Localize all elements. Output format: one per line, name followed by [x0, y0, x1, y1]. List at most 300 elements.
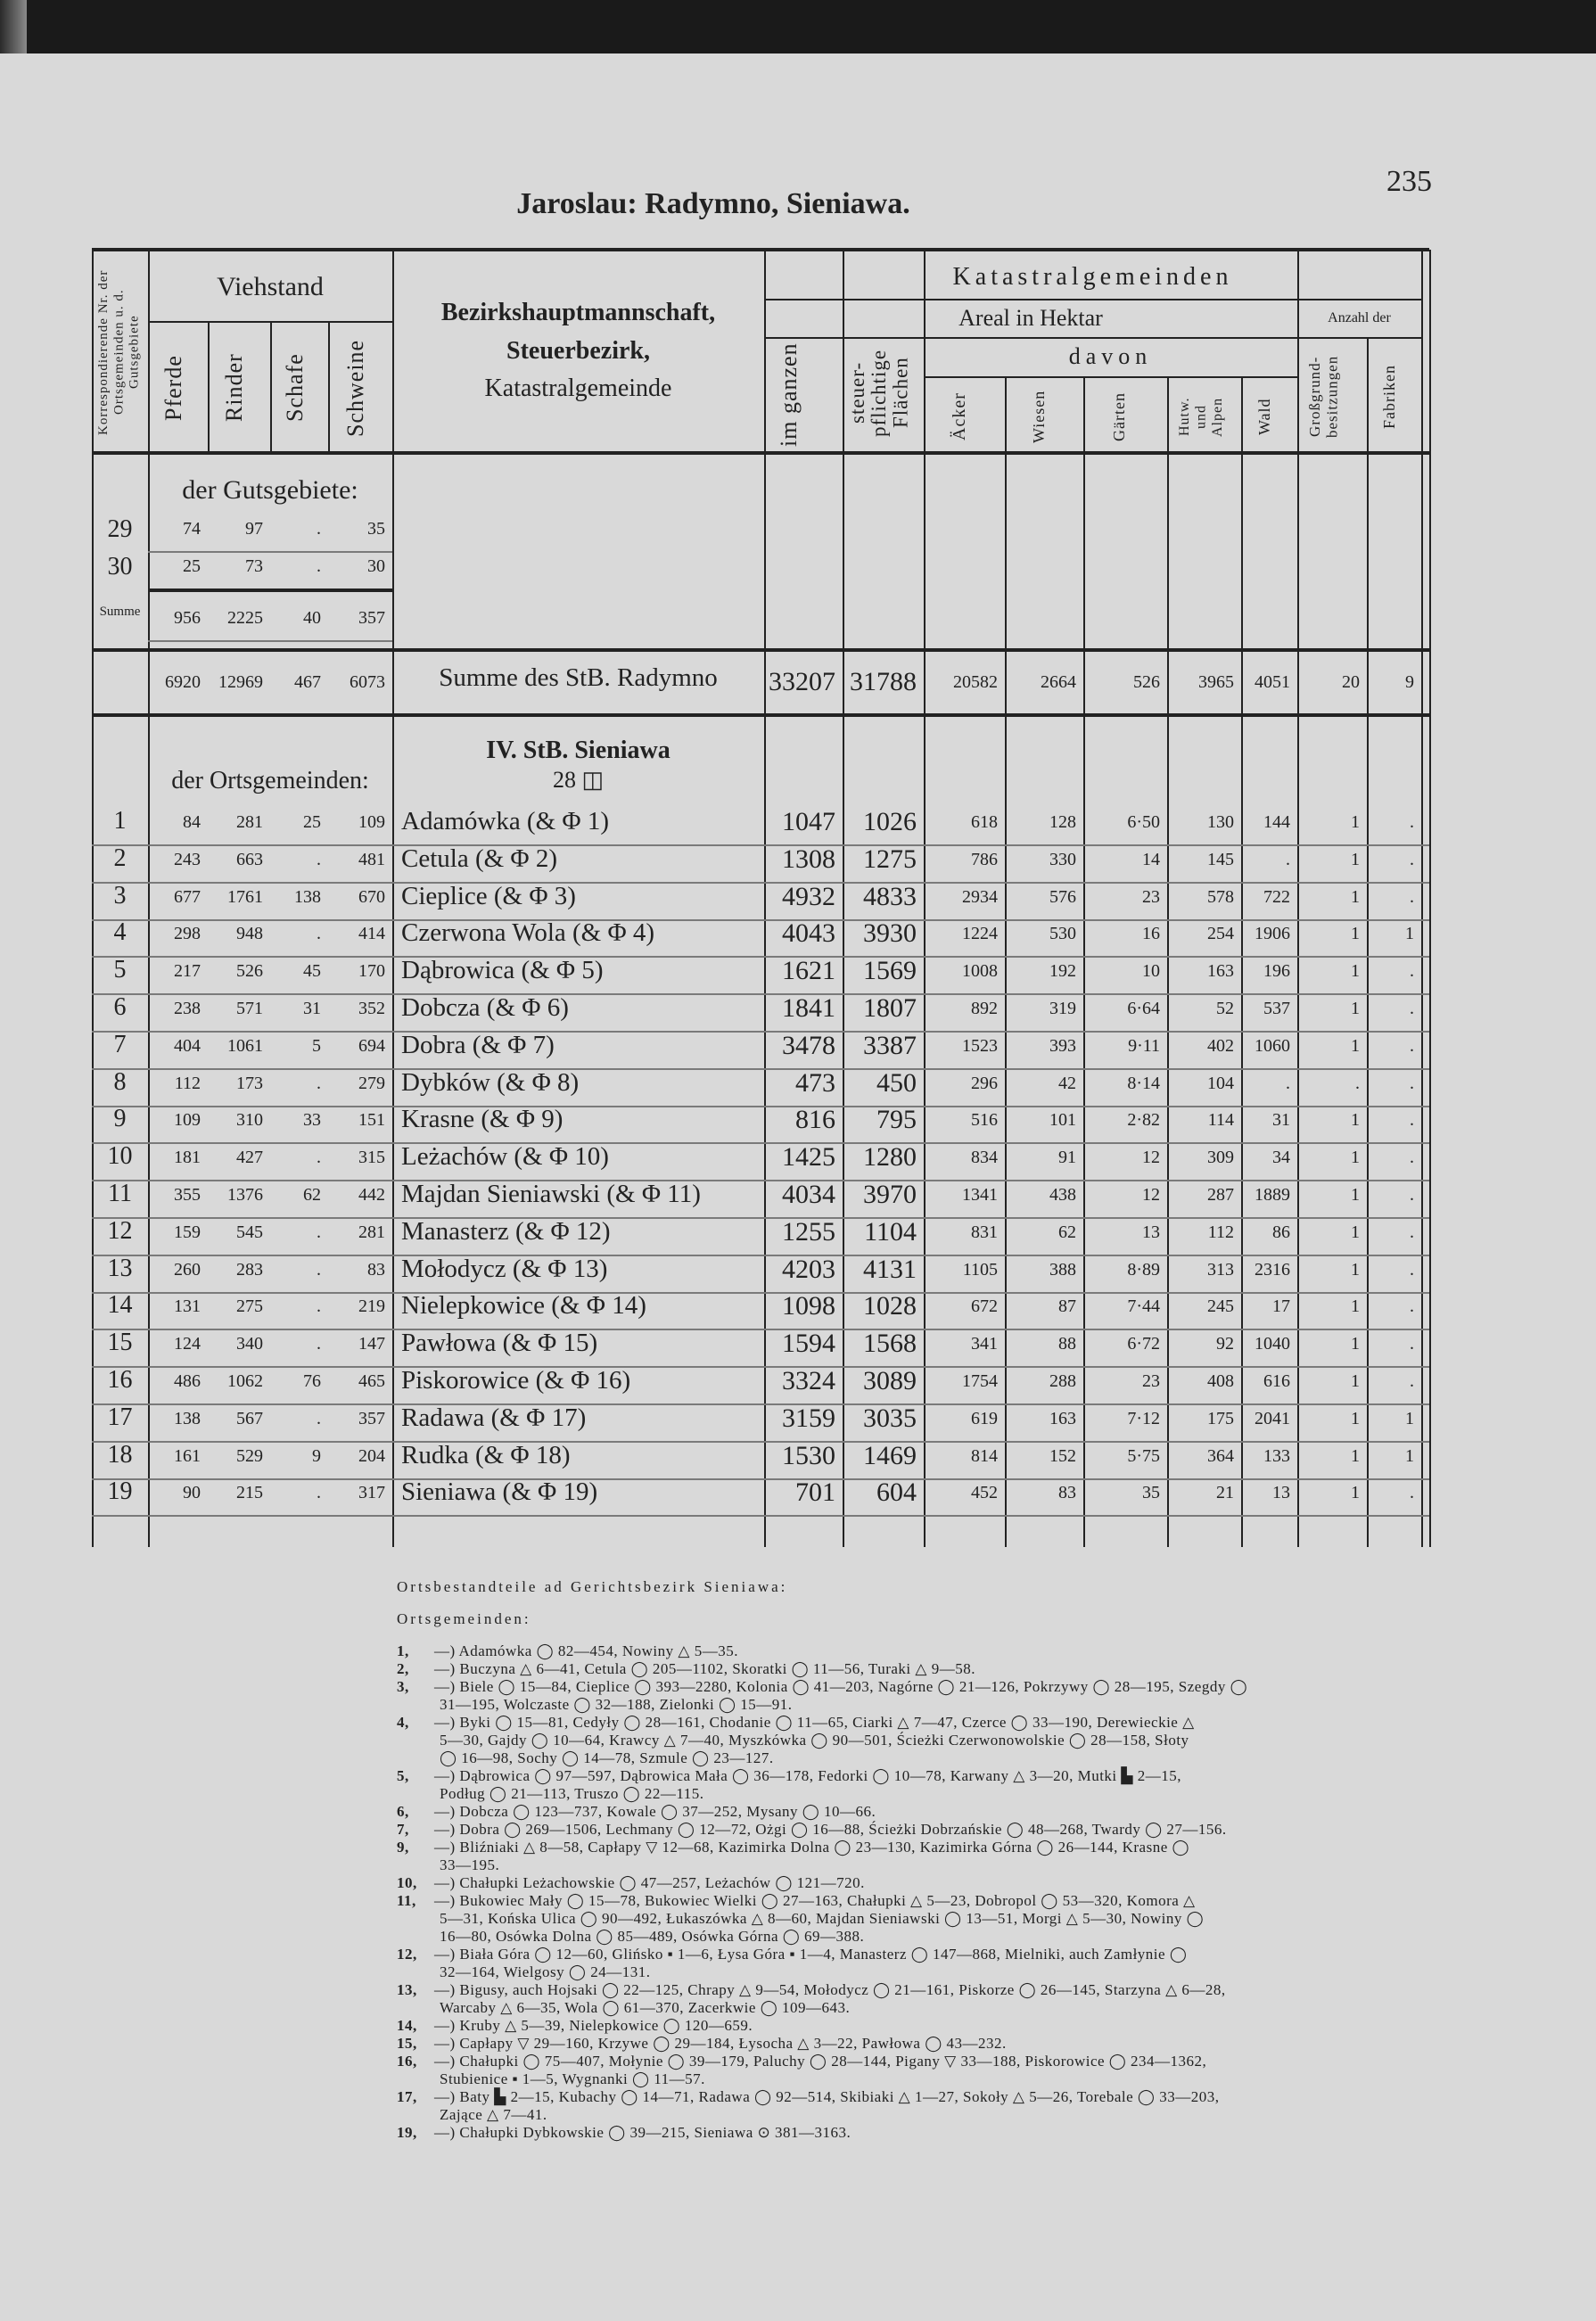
table-row-steuerpflichtig-cell: 1469 [863, 1440, 917, 1470]
summe-radymno-label: Summe des StB. Radymno [439, 663, 718, 692]
table-row-hutweiden-cell: 130 [1207, 812, 1234, 832]
table-row-pferde-cell: 181 [174, 1148, 201, 1168]
table-row-acker-cell: 516 [971, 1110, 998, 1131]
table-row-acker-cell: 1523 [962, 1035, 998, 1056]
table-row-nr-cell: 6 [113, 993, 127, 1021]
table-row-wiesen-cell: 62 [1058, 1222, 1076, 1242]
table-row-rinder-cell: 275 [236, 1296, 263, 1317]
footnote-number: 12, [397, 1946, 417, 1963]
table-row-hutweiden-cell: 92 [1216, 1334, 1234, 1354]
gutsgebiet-row-schafe-cell: . [317, 556, 321, 576]
table-row-fabriken-cell: . [1410, 1222, 1414, 1242]
table-row-schweine-cell: 281 [358, 1222, 385, 1242]
footnote-text: —) Chałupki Dybkowskie ◯ 39—215, Sieniawa ⊙ 381—3163. [434, 2124, 851, 2141]
table-row-schafe-cell: . [317, 1483, 321, 1503]
col-wald: Wald [1255, 398, 1273, 436]
footnote-number: 15, [397, 2035, 417, 2052]
table-row-wald-cell: 1060 [1255, 1035, 1290, 1056]
table-row-schweine-cell: 315 [358, 1148, 385, 1168]
footnote-item [397, 2124, 1422, 2142]
table-row-grossgrund-cell: 1 [1351, 1408, 1360, 1428]
table-row-acker-cell: 1341 [962, 1185, 998, 1205]
gutsgebiet-row-pferde-cell: 74 [183, 519, 201, 539]
table-row-schweine-cell: 352 [358, 999, 385, 1018]
column-rule [270, 323, 272, 455]
footnote-item [397, 1981, 1422, 1999]
table-row-fabriken-cell: . [1410, 886, 1414, 907]
table-row-name-cell: Dobra (& Φ 7) [401, 1030, 555, 1059]
table-row-nr-cell: 18 [107, 1440, 133, 1469]
table-row-schafe-cell: 33 [303, 1110, 321, 1131]
footnote-item [397, 1767, 1422, 1785]
table-row-pferde-cell: 217 [174, 961, 201, 982]
table-row-schweine-cell: 170 [358, 961, 385, 982]
gutsgebiet-row-pferde-cell: 25 [183, 556, 201, 576]
table-row-im-ganzen-cell: 1594 [782, 1329, 835, 1359]
table-row-rinder-cell: 283 [236, 1259, 263, 1280]
col-name-line1: Bezirkshauptmannschaft, [440, 299, 716, 326]
gutsgebiet-row-schweine-cell: 30 [367, 556, 385, 576]
table-row-nr-cell: 12 [107, 1216, 133, 1245]
gutsgebiet-row-pferde-cell: 956 [174, 608, 201, 628]
table-row-acker-cell: 672 [971, 1296, 998, 1317]
col-steuerpflichtige: steuer- pflichtige Flächen [846, 349, 912, 437]
footnote-continuation: 5—31, Końska Ulica ◯ 90—492, Łukaszówka △ 8—60, Majdan Sieniawski ◯ 13—51, Morgi △ 5—30, Nowiny ◯ [440, 1910, 1205, 1927]
gutsgebiet-row-nr-cell: Summe [99, 605, 141, 619]
col-garten: Gärten [1110, 392, 1128, 441]
table-row-name-cell: Cieplice (& Φ 3) [401, 881, 576, 910]
table-row-schafe-cell: . [317, 849, 321, 869]
table-row-rinder-cell: 427 [236, 1148, 263, 1168]
footnote-text: —) Buczyna △ 6—41, Cetula ◯ 205—1102, Skoratki ◯ 11—56, Turaki △ 9—58. [434, 1660, 975, 1677]
table-row-schafe-cell: . [317, 1148, 321, 1168]
table-row-wiesen-cell: 163 [1049, 1408, 1076, 1428]
table-row-im-ganzen-cell: 3159 [782, 1403, 835, 1433]
col-anzahl: Anzahl der [1328, 310, 1391, 325]
footnote-continuation: 31—195, Wolczaste ◯ 32—188, Zielonki ◯ 15—91. [440, 1696, 793, 1713]
table-row-schafe-cell: . [317, 1408, 321, 1428]
table-row-hutweiden-cell: 52 [1216, 999, 1234, 1018]
table-row-steuerpflichtig-cell: 3387 [863, 1030, 917, 1060]
table-row-fabriken-cell: . [1410, 1185, 1414, 1205]
table-row-wald-cell: 1906 [1255, 924, 1290, 944]
table-row-schweine-cell: 357 [358, 1408, 385, 1428]
table-row-grossgrund-cell: 1 [1351, 1296, 1360, 1317]
table-row-rinder-cell: 310 [236, 1110, 263, 1131]
footnote-continuation: ◯ 16—98, Sochy ◯ 14—78, Szmule ◯ 23—127. [440, 1749, 774, 1766]
table-row-wald-cell: 31 [1272, 1110, 1290, 1131]
table-row-grossgrund-cell: 1 [1351, 812, 1360, 832]
table-row-schweine-cell: 414 [358, 924, 385, 944]
table-row-acker-cell: 619 [971, 1408, 998, 1428]
table-row-fabriken-cell: . [1410, 1334, 1414, 1354]
table-row-hutweiden-cell: 364 [1207, 1445, 1234, 1466]
table-row-im-ganzen-cell: 1530 [782, 1440, 835, 1470]
table-row-wiesen-cell: 319 [1049, 999, 1076, 1018]
table-row-pferde-cell: 260 [174, 1259, 201, 1280]
col-davon: davon [1068, 343, 1153, 369]
table-row-hutweiden-cell: 313 [1207, 1259, 1234, 1280]
table-row-im-ganzen-cell: 4043 [782, 918, 835, 949]
table-row-steuerpflichtig-cell: 1275 [863, 844, 917, 874]
table-row-nr-cell: 17 [107, 1403, 133, 1431]
footnote-item [397, 1874, 1422, 1892]
column-rule [208, 323, 210, 455]
col-fabriken: Fabriken [1380, 365, 1398, 429]
table-row-acker-cell: 1008 [962, 961, 998, 982]
footnote-item [397, 1660, 1422, 1678]
gutsgebiet-row-schweine-cell: 357 [358, 608, 385, 628]
footnote-list [397, 1642, 1422, 2142]
table-row-nr-cell: 15 [107, 1329, 133, 1357]
footnote-number: 9, [397, 1839, 409, 1856]
footnote-item [397, 1946, 1422, 1963]
table-row-im-ganzen-cell: 816 [795, 1105, 835, 1135]
footnote-number: 5, [397, 1767, 409, 1784]
table-row-acker-cell: 834 [971, 1148, 998, 1168]
table-row-nr-cell: 5 [113, 956, 127, 984]
table-row-schweine-cell: 481 [358, 849, 385, 869]
footnote-continuation: 16—80, Osówka Dolna ◯ 85—489, Osówka Górna ◯ 69—388. [440, 1928, 865, 1945]
col-grossgrund: Großgrund- besitzungen [1306, 355, 1341, 439]
table-row-nr-cell: 11 [108, 1180, 132, 1207]
table-row-nr-cell: 3 [113, 881, 127, 909]
table-row-hutweiden-cell: 578 [1207, 886, 1234, 907]
column-rule [392, 250, 394, 1547]
footnote-text: —) Bigusy, auch Hojsaki ◯ 22—125, Chrapy △ 9—54, Mołodycz ◯ 21—161, Piskorze ◯ 26—145, Starzyna △ 6—28, [434, 1981, 1226, 1998]
table-row-schafe-cell: . [317, 1259, 321, 1280]
summe-radymno-row-steuerpflichtig-cell: 31788 [850, 667, 917, 696]
table-row-fabriken-cell: . [1410, 961, 1414, 982]
col-im-ganzen: im ganzen [776, 342, 802, 447]
table-row-schafe-cell: . [317, 1296, 321, 1317]
footnote-item [397, 2053, 1422, 2070]
table-row-fabriken-cell: . [1410, 1259, 1414, 1280]
table-row-steuerpflichtig-cell: 1569 [863, 956, 917, 986]
summe-top-rule [92, 648, 1429, 652]
table-row-grossgrund-cell: 1 [1351, 1222, 1360, 1242]
table-row-rinder-cell: 340 [236, 1334, 263, 1354]
table-row-name-cell: Dąbrowica (& Φ 5) [401, 956, 604, 985]
table-row-hutweiden-cell: 402 [1207, 1035, 1234, 1056]
table-row-nr-cell: 8 [113, 1067, 127, 1096]
table-row-pferde-cell: 355 [174, 1185, 201, 1205]
table-row-acker-cell: 1224 [962, 924, 998, 944]
table-row-steuerpflichtig-cell: 1280 [863, 1142, 917, 1173]
footnote-text: —) Bukowiec Mały ◯ 15—78, Bukowiec Wielki ◯ 27—163, Chałupki △ 5—23, Dobropol ◯ 53—320, Komora △ [434, 1892, 1196, 1909]
table-row-hutweiden-cell: 112 [1207, 1222, 1234, 1242]
table-row-name-cell: Piskorowice (& Φ 16) [401, 1366, 631, 1395]
table-row-schweine-cell: 279 [358, 1073, 385, 1093]
table-row-nr-cell: 19 [107, 1477, 133, 1506]
table-row-fabriken-cell: . [1410, 1148, 1414, 1168]
table-row-acker-cell: 341 [971, 1334, 998, 1354]
table-row-schweine-cell: 147 [358, 1334, 385, 1354]
footnote-item [397, 1892, 1422, 1910]
table-row-schweine-cell: 465 [358, 1371, 385, 1391]
table-row-wiesen-cell: 91 [1058, 1148, 1076, 1168]
table-top-rule [92, 248, 1429, 251]
areal-rule [764, 337, 1421, 339]
table-row-rinder-cell: 545 [236, 1222, 263, 1242]
table-row-acker-cell: 618 [971, 812, 998, 832]
table-row-wald-cell: . [1286, 849, 1290, 869]
table-row-nr-cell: 10 [107, 1142, 133, 1171]
table-row-acker-cell: 2934 [962, 886, 998, 907]
ortsgemeinden-label: der Ortsgemeinden: [171, 767, 369, 794]
table-row-grossgrund-cell: . [1355, 1073, 1360, 1093]
table-row-wiesen-cell: 128 [1049, 812, 1076, 832]
column-rule [1421, 250, 1423, 1547]
table-row-name-cell: Nielepkowice (& Φ 14) [401, 1291, 646, 1321]
table-row-rinder-cell: 571 [236, 999, 263, 1018]
table-row-nr-cell: 4 [113, 918, 127, 947]
table-row-schafe-cell: 45 [303, 961, 321, 982]
footnote-item [397, 1714, 1422, 1732]
footnote-text: —) Adamówka ◯ 82—454, Nowiny △ 5—35. [434, 1642, 738, 1659]
table-row-wald-cell: 2041 [1255, 1408, 1290, 1428]
table-row-garten-cell: 16 [1142, 924, 1160, 944]
table-row-schafe-cell: 25 [303, 812, 321, 832]
table-row-im-ganzen-cell: 701 [795, 1477, 835, 1508]
table-row-wald-cell: . [1286, 1073, 1290, 1093]
col-schafe: Schafe [282, 353, 308, 423]
table-row-wald-cell: 86 [1272, 1222, 1290, 1242]
footnote-continuation: 33—195. [440, 1856, 500, 1873]
table-row-rinder-cell: 1062 [227, 1371, 263, 1391]
table-row-hutweiden-cell: 408 [1207, 1371, 1234, 1391]
table-row-garten-cell: 23 [1142, 1371, 1160, 1391]
table-row-grossgrund-cell: 1 [1351, 1035, 1360, 1056]
page-number: 235 [1386, 165, 1432, 198]
table-row-wiesen-cell: 42 [1058, 1073, 1076, 1093]
table-row-rinder-cell: 567 [236, 1408, 263, 1428]
table-row-wald-cell: 13 [1272, 1483, 1290, 1503]
table-row-im-ganzen-cell: 1098 [782, 1291, 835, 1321]
footnote-number: 11, [397, 1892, 416, 1909]
table-row-steuerpflichtig-cell: 3089 [863, 1366, 917, 1395]
table-row-pferde-cell: 404 [174, 1035, 201, 1056]
table-row-name-cell: Majdan Sieniawski (& Φ 11) [401, 1180, 701, 1208]
table-row-acker-cell: 786 [971, 849, 998, 869]
col-acker: Äcker [950, 392, 969, 441]
table-row-name-cell: Adamówka (& Φ 1) [401, 807, 610, 835]
header-bottom-rule [92, 451, 1429, 455]
footnote-continuation: Stubienice ▪ 1—5, Wygnanki ◯ 11—57. [440, 2070, 705, 2087]
table-row-pferde-cell: 138 [174, 1408, 201, 1428]
katastral-rule [764, 299, 1421, 300]
footnote-item [397, 1803, 1422, 1821]
table-row-fabriken-cell: . [1410, 1371, 1414, 1391]
footnote-continuation: Zające △ 7—41. [440, 2106, 547, 2123]
table-row-steuerpflichtig-cell: 1028 [863, 1291, 917, 1321]
table-row-fabriken-cell: . [1410, 812, 1414, 832]
table-row-fabriken-cell: . [1410, 849, 1414, 869]
table-row-pferde-cell: 238 [174, 999, 201, 1018]
table-row-rinder-cell: 1061 [227, 1035, 263, 1056]
table-row-garten-cell: 6·72 [1127, 1334, 1160, 1354]
footnote-number: 19, [397, 2124, 417, 2141]
section-subtitle: 28 ◫ [552, 767, 605, 793]
row-rule [148, 588, 392, 592]
footnote-number: 6, [397, 1803, 409, 1820]
row-rule [92, 1515, 1429, 1517]
gutsgebiet-row-rinder-cell: 97 [245, 519, 263, 539]
footnote-number: 14, [397, 2017, 417, 2034]
table-row-wiesen-cell: 393 [1049, 1035, 1076, 1056]
table-row-nr-cell: 9 [113, 1105, 127, 1133]
footnote-number: 16, [397, 2053, 417, 2070]
table-row-steuerpflichtig-cell: 1104 [864, 1216, 917, 1247]
table-row-steuerpflichtig-cell: 4833 [863, 881, 917, 911]
footnote-continuation: 32—164, Wielgosy ◯ 24—131. [440, 1963, 651, 1980]
table-row-schweine-cell: 317 [358, 1483, 385, 1503]
col-name-line3: Katastralgemeinde [484, 374, 672, 402]
table-row-name-cell: Mołodycz (& Φ 13) [401, 1254, 608, 1283]
footnote-number: 13, [397, 1981, 417, 1998]
footnote-text: —) Byki ◯ 15—81, Cedyły ◯ 28—161, Chodanie ◯ 11—65, Ciarki △ 7—47, Czerce ◯ 33—190, Derewieckie △ [434, 1714, 1195, 1731]
table-row-fabriken-cell: 1 [1405, 1445, 1414, 1466]
table-row-fabriken-cell: . [1410, 1296, 1414, 1317]
table-row-im-ganzen-cell: 1425 [782, 1142, 835, 1173]
table-row-name-cell: Radawa (& Φ 17) [401, 1403, 587, 1432]
summe-radymno-row-acker-cell: 20582 [953, 672, 998, 692]
table-row-garten-cell: 35 [1142, 1483, 1160, 1503]
table-row-wald-cell: 1040 [1255, 1334, 1290, 1354]
section-title: IV. StB. Sieniawa [486, 737, 670, 764]
footnote-number: 17, [397, 2088, 417, 2105]
col-rinder: Rinder [221, 353, 247, 423]
col-schweine: Schweine [342, 339, 368, 437]
table-row-grossgrund-cell: 1 [1351, 961, 1360, 982]
table-row-acker-cell: 452 [971, 1483, 998, 1503]
table-row-grossgrund-cell: 1 [1351, 1259, 1360, 1280]
col-wiesen: Wiesen [1030, 390, 1048, 444]
col-name-line2: Steuerbezirk, [506, 337, 650, 365]
table-row-wiesen-cell: 438 [1049, 1185, 1076, 1205]
table-row-acker-cell: 831 [971, 1222, 998, 1242]
table-row-garten-cell: 7·44 [1127, 1296, 1160, 1317]
table-row-schafe-cell: 138 [294, 886, 321, 907]
table-row-garten-cell: 14 [1142, 849, 1160, 869]
table-row-pferde-cell: 677 [174, 886, 201, 907]
table-row-schafe-cell: . [317, 1073, 321, 1093]
table-row-rinder-cell: 1761 [227, 886, 263, 907]
table-row-wald-cell: 537 [1263, 999, 1290, 1018]
summe-radymno-row-wiesen-cell: 2664 [1041, 672, 1076, 692]
table-row-grossgrund-cell: 1 [1351, 1110, 1360, 1131]
table-row-im-ganzen-cell: 1255 [782, 1216, 835, 1247]
footnote-text: —) Capłapy ▽ 29—160, Krzywe ◯ 29—184, Łysocha △ 3—22, Pawłowa ◯ 43—232. [434, 2035, 1007, 2052]
table-row-nr-cell: 1 [113, 807, 127, 835]
footnote-text: —) Dąbrowica ◯ 97—597, Dąbrowica Mała ◯ 36—178, Fedorki ◯ 10—78, Karwany △ 3—20, Mutki ▙ 2—15, [434, 1767, 1181, 1784]
table-row-nr-cell: 13 [107, 1254, 133, 1282]
footnote-heading: Ortsbestandteile ad Gerichtsbezirk Sieniawa: [397, 1578, 788, 1595]
table-row-wiesen-cell: 83 [1058, 1483, 1076, 1503]
table-row-grossgrund-cell: 1 [1351, 886, 1360, 907]
table-row-pferde-cell: 131 [174, 1296, 201, 1317]
table-row-hutweiden-cell: 114 [1207, 1110, 1234, 1131]
page-title: Jaroslau: Radymno, Sieniawa. [516, 187, 910, 220]
table-row-im-ganzen-cell: 3478 [782, 1030, 835, 1060]
table-row-steuerpflichtig-cell: 3970 [863, 1180, 917, 1209]
table-row-hutweiden-cell: 163 [1207, 961, 1234, 982]
table-row-wald-cell: 722 [1263, 886, 1290, 907]
footnote-number: 10, [397, 1874, 417, 1891]
col-areal: Areal in Hektar [958, 305, 1103, 331]
table-row-hutweiden-cell: 145 [1207, 849, 1234, 869]
footnote-number: 3, [397, 1678, 409, 1695]
footnote-number: 4, [397, 1714, 409, 1731]
table-row-schweine-cell: 442 [358, 1185, 385, 1205]
footnote-item [397, 1839, 1422, 1856]
table-row-grossgrund-cell: 1 [1351, 999, 1360, 1018]
table-row-pferde-cell: 161 [174, 1445, 201, 1466]
footnote-text: —) Dobra ◯ 269—1506, Lechmany ◯ 12—72, Ożgi ◯ 16—88, Ścieżki Dobrzańskie ◯ 48—268, Twardy ◯ 27—156. [434, 1821, 1227, 1838]
table-row-name-cell: Manasterz (& Φ 12) [401, 1216, 611, 1246]
col-viehstand: Viehstand [217, 272, 324, 301]
table-row-rinder-cell: 1376 [227, 1185, 263, 1205]
footnote-item [397, 2017, 1422, 2035]
table-row-steuerpflichtig-cell: 1568 [863, 1329, 917, 1359]
table-row-rinder-cell: 281 [236, 812, 263, 832]
summe-radymno-row-schafe-cell: 467 [294, 672, 321, 692]
footnote-text: —) Biała Góra ◯ 12—60, Glińsko ▪ 1—6, Łysa Góra ▪ 1—4, Manasterz ◯ 147—868, Mielniki, auch Zamłynie ◯ [434, 1946, 1188, 1963]
col-korr-nr: Korrespondierende Nr. der Ortsgemeinden u. d. Gutsgebiete [96, 269, 142, 435]
table-row-rinder-cell: 663 [236, 849, 263, 869]
table-row-schafe-cell: 5 [312, 1035, 321, 1056]
footnote-text: —) Kruby △ 5—39, Nielepkowice ◯ 120—659. [434, 2017, 753, 2034]
table-row-steuerpflichtig-cell: 1807 [863, 993, 917, 1023]
table-row-steuerpflichtig-cell: 450 [876, 1067, 917, 1098]
gutsgebiet-row-rinder-cell: 2225 [227, 608, 263, 628]
footnote-item [397, 2035, 1422, 2053]
summe-radymno-row-fabriken-cell: 9 [1405, 672, 1414, 692]
table-row-pferde-cell: 84 [183, 812, 201, 832]
table-row-pferde-cell: 159 [174, 1222, 201, 1242]
table-row-grossgrund-cell: 1 [1351, 924, 1360, 944]
table-row-pferde-cell: 298 [174, 924, 201, 944]
table-row-acker-cell: 892 [971, 999, 998, 1018]
table-row-schweine-cell: 219 [358, 1296, 385, 1317]
summe-radymno-row-garten-cell: 526 [1133, 672, 1160, 692]
table-row-pferde-cell: 90 [183, 1483, 201, 1503]
table-row-name-cell: Pawłowa (& Φ 15) [401, 1329, 598, 1358]
table-row-schweine-cell: 670 [358, 886, 385, 907]
table-row-hutweiden-cell: 21 [1216, 1483, 1234, 1503]
table-row-pferde-cell: 486 [174, 1371, 201, 1391]
table-row-schafe-cell: . [317, 1334, 321, 1354]
table-row-fabriken-cell: 1 [1405, 1408, 1414, 1428]
summe-bottom-rule [92, 713, 1429, 717]
table-row-wiesen-cell: 530 [1049, 924, 1076, 944]
table-row-hutweiden-cell: 254 [1207, 924, 1234, 944]
table-row-wiesen-cell: 288 [1049, 1371, 1076, 1391]
table-row-acker-cell: 1105 [962, 1259, 998, 1280]
table-row-grossgrund-cell: 1 [1351, 1334, 1360, 1354]
gutsgebiet-row-schweine-cell: 35 [367, 519, 385, 539]
summe-radymno-row-schweine-cell: 6073 [350, 672, 385, 692]
table-row-garten-cell: 9·11 [1128, 1035, 1160, 1056]
table-row-garten-cell: 8·14 [1127, 1073, 1160, 1093]
table-row-schafe-cell: 76 [303, 1371, 321, 1391]
table-row-wiesen-cell: 576 [1049, 886, 1076, 907]
gutsgebiete-label: der Gutsgebiete: [182, 475, 358, 505]
row-rule [148, 551, 392, 553]
table-row-nr-cell: 7 [113, 1030, 127, 1058]
table-row-schweine-cell: 204 [358, 1445, 385, 1466]
table-row-wald-cell: 616 [1263, 1371, 1290, 1391]
